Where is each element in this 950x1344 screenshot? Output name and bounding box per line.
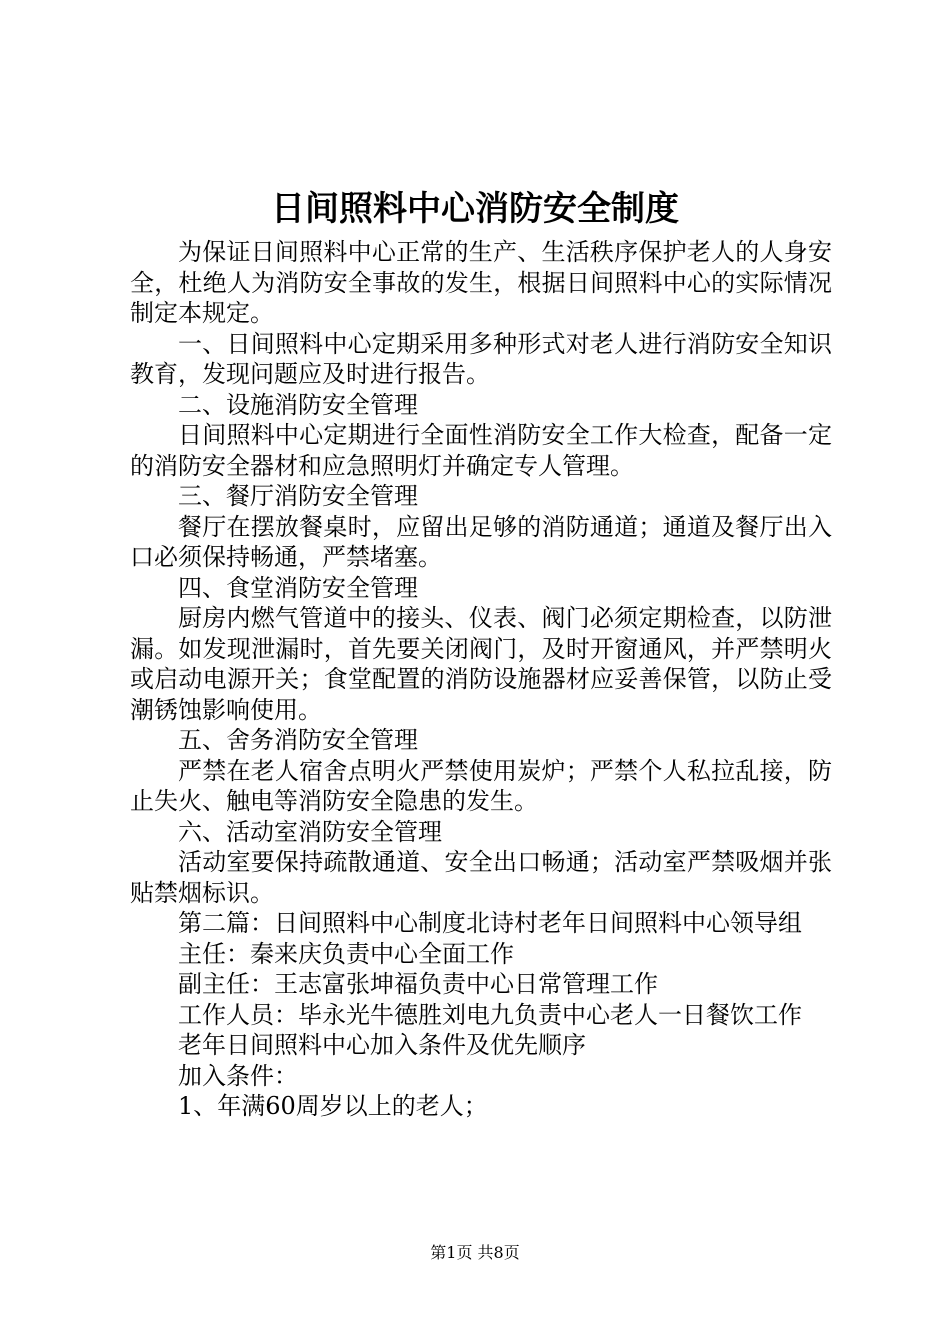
paragraph-deputy-director: 副主任：王志富张坤福负责中心日常管理工作	[178, 970, 658, 998]
paragraph-intro: 为保证日间照料中心正常的生产、生活秩序保护老人的人身安全，杜绝人为消防安全事故的发生，根据日间照料中心的实际情况制定本规定。	[130, 238, 832, 327]
document-body	[130, 237, 832, 1122]
paragraph-part-two-title: 第二篇：日间照料中心制度北诗村老年日间照料中心领导组	[178, 909, 802, 937]
paragraph-staff: 工作人员：毕永光牛德胜刘电九负责中心老人一日餐饮工作	[178, 1000, 802, 1029]
section-heading-facilities: 二、设施消防安全管理	[178, 390, 418, 419]
section-heading-activity-room: 六、活动室消防安全管理	[178, 817, 442, 846]
page-number: 第1页 共8页	[430, 1243, 520, 1262]
section-heading-dining-hall: 三、餐厅消防安全管理	[178, 482, 418, 510]
paragraph-rule-1: 一、日间照料中心定期采用多种形式对老人进行消防安全知识教育，发现问题应及时进行报告。	[130, 329, 832, 388]
paragraph-condition-1: 1、年满60周岁以上的老人；	[178, 1092, 488, 1120]
document-title: 日间照料中心消防安全制度	[271, 189, 679, 229]
paragraph-facilities: 日间照料中心定期进行全面性消防安全工作大检查，配备一定的消防安全器材和应急照明灯并确定专人管理。	[130, 421, 832, 480]
paragraph-admission-conditions: 加入条件：	[178, 1061, 298, 1090]
paragraph-activity-room: 活动室要保持疏散通道、安全出口畅通；活动室严禁吸烟并张贴禁烟标识。	[130, 848, 832, 907]
section-heading-canteen: 四、食堂消防安全管理	[178, 573, 418, 602]
paragraph-canteen: 厨房内燃气管道中的接头、仪表、阀门必须定期检查，以防泄漏。如发现泄漏时，首先要关闭阀门，及时开窗通风，并严禁明火或启动电源开关；食堂配置的消防设施器材应妥善保管，以防止受潮锈蚀影响使用。	[130, 604, 832, 724]
paragraph-director: 主任：秦来庆负责中心全面工作	[178, 939, 514, 968]
paragraph-dormitory: 严禁在老人宿舍点明火严禁使用炭炉；严禁个人私拉乱接，防止失火、触电等消防安全隐患的发生。	[130, 756, 832, 815]
paragraph-dining-hall: 餐厅在摆放餐桌时，应留出足够的消防通道；通道及餐厅出入口必须保持畅通，严禁堵塞。	[130, 512, 832, 571]
paragraph-admission-heading: 老年日间照料中心加入条件及优先顺序	[178, 1031, 586, 1059]
section-heading-dormitory: 五、舍务消防安全管理	[178, 726, 418, 754]
